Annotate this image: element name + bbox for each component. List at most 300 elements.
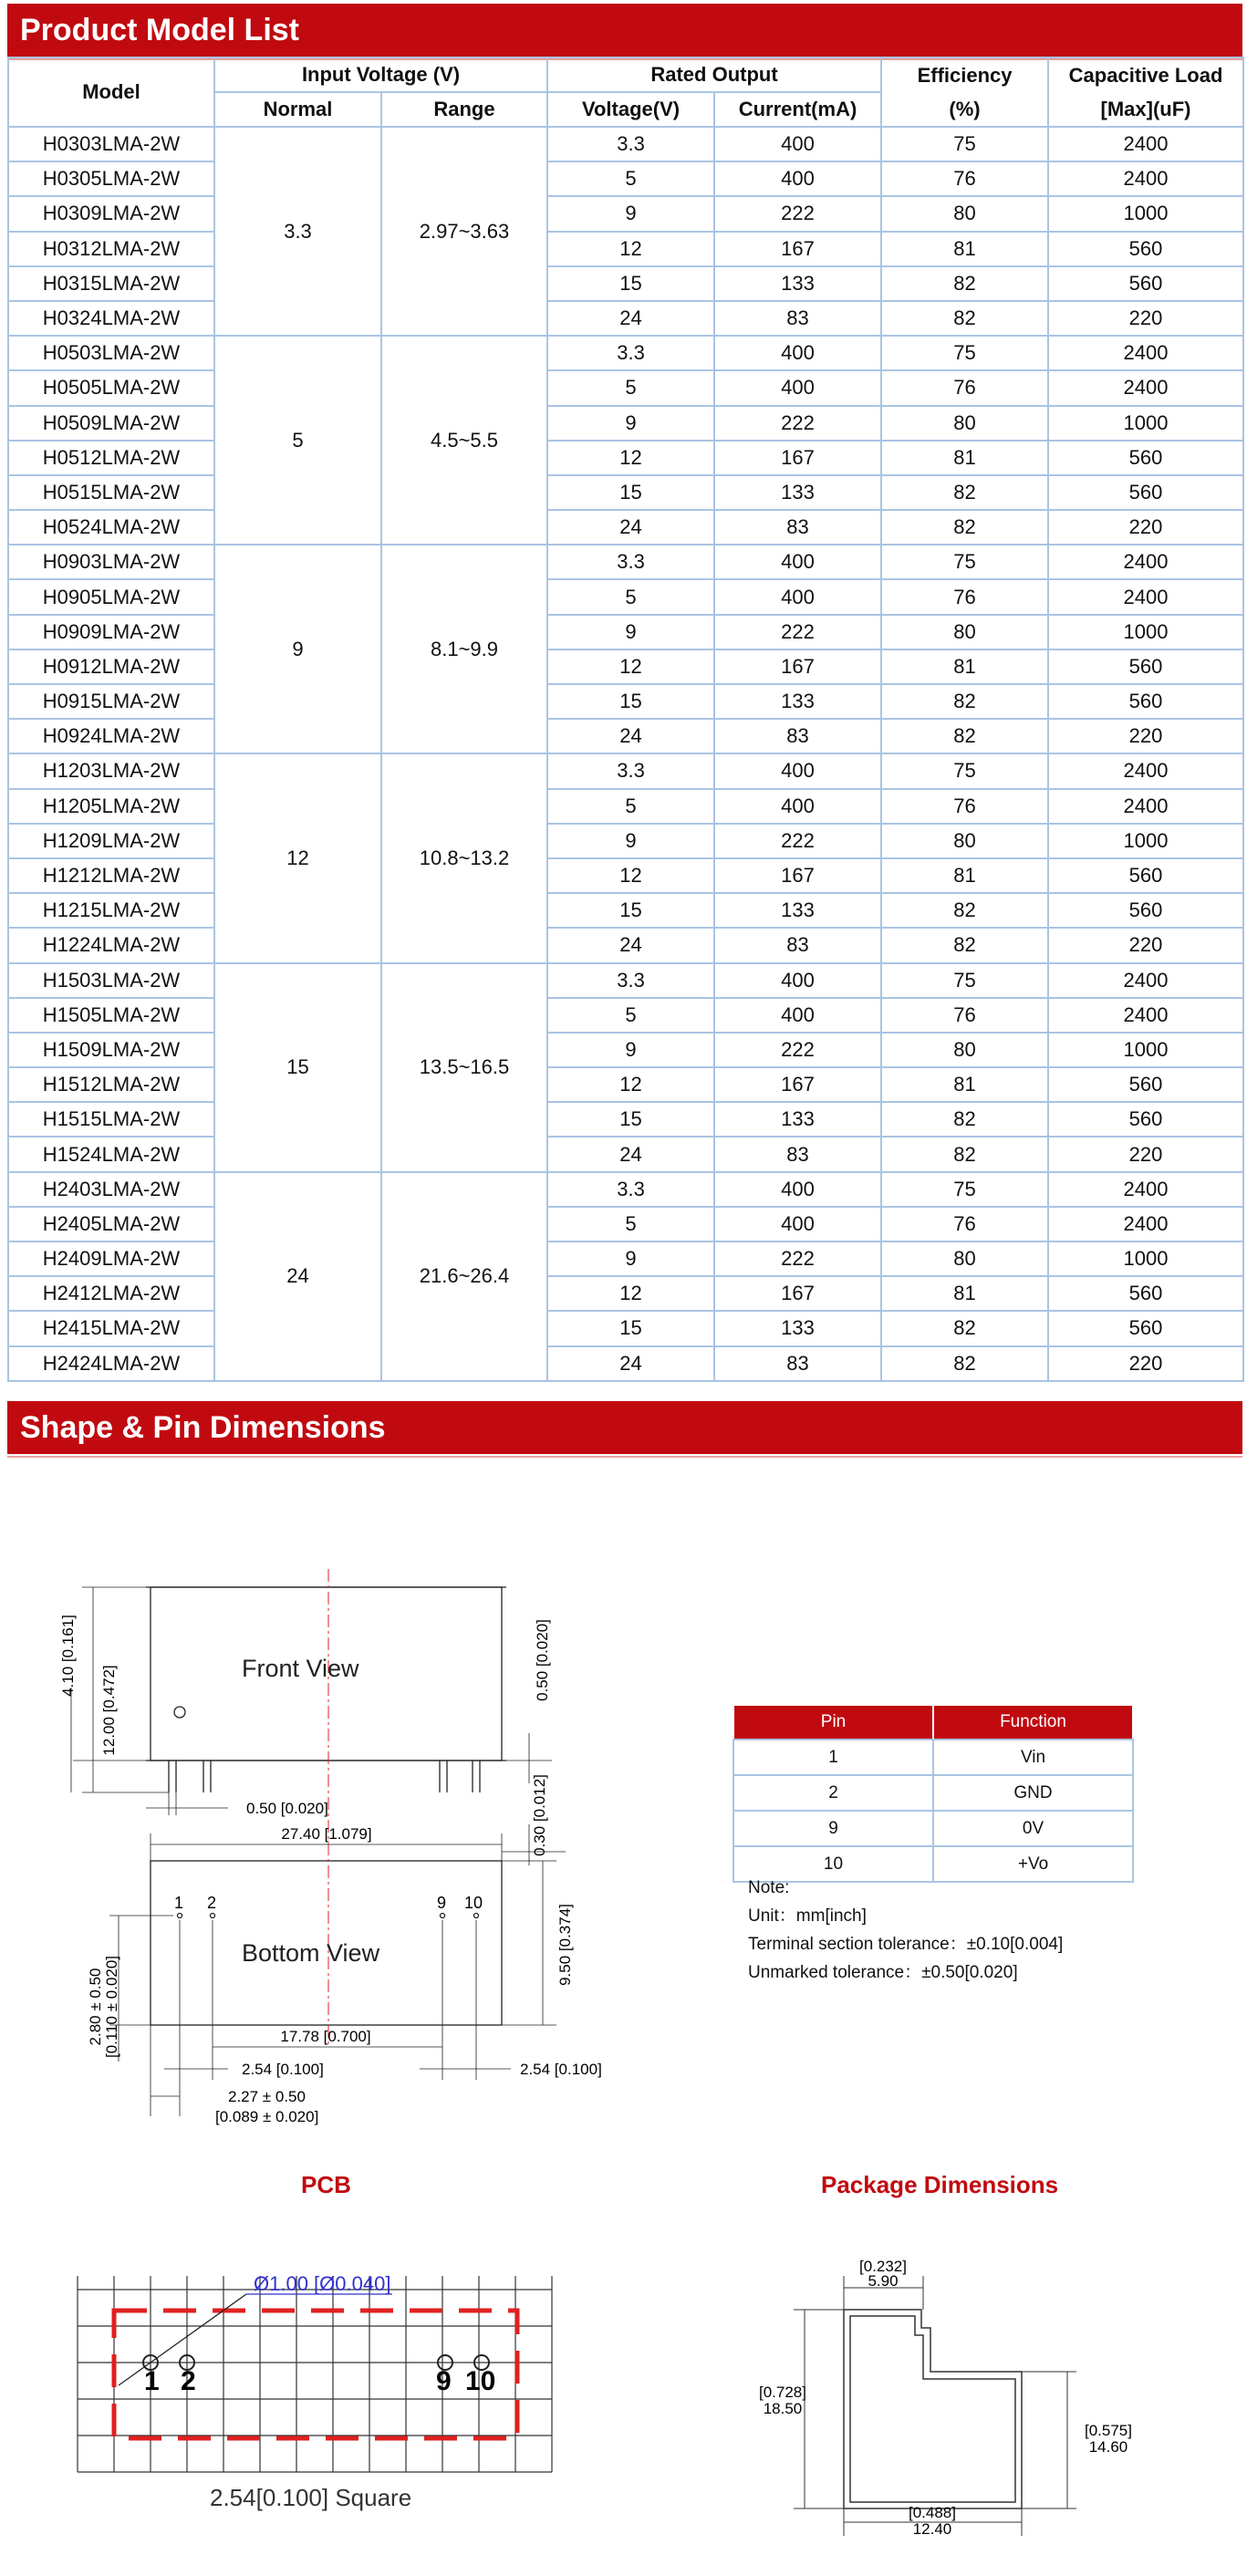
output-voltage-cell: 5 [547,161,714,196]
note-unmarked-tolerance: Unmarked tolerance：±0.50[0.020] [748,1963,1018,1982]
output-current-cell: 133 [714,893,881,928]
dim-pin-span: 17.78 [0.700] [280,2028,371,2045]
model-cell: H1515LMA-2W [8,1102,214,1137]
capacitive-load-cell: 560 [1048,1276,1243,1311]
output-voltage-cell: 15 [547,266,714,301]
output-current-cell: 133 [714,1102,881,1137]
table-row [8,1102,1243,1137]
model-cell: H0512LMA-2W [8,441,214,475]
efficiency-cell: 80 [881,406,1048,441]
section-title-shape-pin-dimensions: Shape & Pin Dimensions [7,1401,1242,1454]
efficiency-cell: 82 [881,1346,1048,1381]
efficiency-cell: 81 [881,232,1048,266]
output-voltage-cell: 9 [547,196,714,231]
capacitive-load-cell: 560 [1048,1311,1243,1345]
model-cell: H1215LMA-2W [8,893,214,928]
efficiency-cell: 82 [881,1137,1048,1171]
table-row [8,963,1243,998]
output-voltage-cell: 12 [547,441,714,475]
output-current-cell: 83 [714,301,881,336]
table-row [8,510,1243,545]
output-voltage-cell: 5 [547,370,714,405]
output-current-cell: 400 [714,753,881,788]
model-cell: H0905LMA-2W [8,579,214,614]
capacitive-load-cell: 220 [1048,510,1243,545]
efficiency-cell: 75 [881,127,1048,161]
capacitive-load-cell: 560 [1048,475,1243,510]
model-cell: H1524LMA-2W [8,1137,214,1171]
bottom-pin-1: 1 [174,1894,184,1912]
bottom-pin-2: 2 [207,1894,217,1912]
capacitive-load-cell: 560 [1048,441,1243,475]
efficiency-cell: 82 [881,510,1048,545]
output-current-cell: 167 [714,441,881,475]
voltage-range-cell: 21.6~26.4 [381,1172,547,1381]
pin-number-cell: 9 [733,1811,933,1846]
normal-voltage-cell: 9 [214,545,381,753]
output-voltage-cell: 24 [547,1137,714,1171]
output-voltage-cell: 9 [547,406,714,441]
model-cell: H1512LMA-2W [8,1067,214,1102]
model-cell: H0312LMA-2W [8,232,214,266]
header-efficiency: Efficiency [881,57,1048,92]
table-row [8,789,1243,824]
table-row [8,301,1243,336]
pin-function-cell: Vin [933,1740,1133,1775]
capacitive-load-cell: 560 [1048,232,1243,266]
pcb-outline [114,2311,517,2438]
output-voltage-cell: 15 [547,475,714,510]
output-current-cell: 400 [714,998,881,1033]
capacitive-load-cell: 2400 [1048,370,1243,405]
capacitive-load-cell: 560 [1048,684,1243,719]
output-voltage-cell: 24 [547,928,714,962]
capacitive-load-cell: 560 [1048,649,1243,684]
efficiency-cell: 75 [881,545,1048,579]
capacitive-load-cell: 220 [1048,301,1243,336]
efficiency-cell: 82 [881,684,1048,719]
efficiency-cell: 81 [881,649,1048,684]
efficiency-cell: 76 [881,789,1048,824]
pin-header: Pin [733,1705,933,1740]
capacitive-load-cell: 220 [1048,1346,1243,1381]
model-cell: H2424LMA-2W [8,1346,214,1381]
output-current-cell: 83 [714,928,881,962]
model-cell: H0909LMA-2W [8,615,214,649]
output-current-cell: 167 [714,1276,881,1311]
model-cell: H0524LMA-2W [8,510,214,545]
model-cell: H0303LMA-2W [8,127,214,161]
table-row [8,1172,1243,1207]
output-voltage-cell: 15 [547,1102,714,1137]
model-cell: H2409LMA-2W [8,1241,214,1276]
dim-height-total: 12.00 [0.472] [100,1665,118,1756]
package-bottom-mm: 12.40 [912,2520,952,2538]
model-cell: H1203LMA-2W [8,753,214,788]
model-cell: H2403LMA-2W [8,1172,214,1207]
output-voltage-cell: 12 [547,858,714,893]
output-current-cell: 400 [714,1172,881,1207]
capacitive-load-cell: 2400 [1048,127,1243,161]
efficiency-cell: 82 [881,893,1048,928]
table-row [8,753,1243,788]
voltage-range-cell: 10.8~13.2 [381,753,547,962]
table-row [8,370,1243,405]
table-row [8,127,1243,161]
model-cell: H1509LMA-2W [8,1033,214,1067]
front-view-label: Front View [242,1655,359,1682]
package-caption: Package Dimensions [821,2171,1059,2198]
pcb-layout-drawing [73,2258,584,2531]
function-header: Function [933,1705,1133,1740]
output-current-cell: 400 [714,545,881,579]
output-voltage-cell: 24 [547,1346,714,1381]
model-cell: H1503LMA-2W [8,963,214,998]
pcb-pin-1: 1 [144,2366,160,2396]
package-right-mm: 14.60 [1088,2438,1128,2456]
efficiency-cell: 81 [881,858,1048,893]
table-row [8,928,1243,962]
model-cell: H1205LMA-2W [8,789,214,824]
capacitive-load-cell: 220 [1048,719,1243,753]
efficiency-cell: 81 [881,1276,1048,1311]
model-cell: H0505LMA-2W [8,370,214,405]
normal-voltage-cell: 24 [214,1172,381,1381]
pin-function-cell: +Vo [933,1846,1133,1882]
table-row [8,475,1243,510]
model-cell: H2405LMA-2W [8,1207,214,1241]
output-current-cell: 222 [714,1241,881,1276]
table-row [8,1311,1243,1345]
efficiency-cell: 82 [881,1311,1048,1345]
model-cell: H1505LMA-2W [8,998,214,1033]
bottom-pin-10: 10 [464,1894,483,1912]
dim-pin-row-inch: [0.110 ± 0.020] [103,1955,120,2059]
efficiency-cell: 75 [881,753,1048,788]
output-current-cell: 400 [714,336,881,370]
capacitive-load-cell: 220 [1048,1137,1243,1171]
table-row [8,998,1243,1033]
table-row [8,1276,1243,1311]
capacitive-load-cell: 560 [1048,1102,1243,1137]
efficiency-cell: 76 [881,370,1048,405]
table-row [8,266,1243,301]
dim-width: 9.50 [0.374] [556,1904,574,1986]
output-voltage-cell: 3.3 [547,1172,714,1207]
table-row [8,545,1243,579]
pin-row [733,1811,1133,1846]
pcb-pin-2: 2 [181,2366,196,2396]
model-cell: H1212LMA-2W [8,858,214,893]
efficiency-cell: 82 [881,928,1048,962]
output-voltage-cell: 24 [547,719,714,753]
header-model: Model [8,57,214,127]
hole-size-label: Ø1.00 [Ø0.040] [254,2272,391,2295]
model-cell: H0924LMA-2W [8,719,214,753]
pin-row [733,1740,1133,1775]
output-voltage-cell: 9 [547,1033,714,1067]
output-current-cell: 222 [714,615,881,649]
dim-pitch-right: 2.54 [0.100] [520,2061,602,2078]
model-cell: H2415LMA-2W [8,1311,214,1345]
capacitive-load-cell: 1000 [1048,615,1243,649]
capacitive-load-cell: 2400 [1048,753,1243,788]
pcb-pin-9: 9 [436,2366,452,2396]
capacitive-load-cell: 1000 [1048,1033,1243,1067]
output-voltage-cell: 9 [547,615,714,649]
capacitive-load-cell: 2400 [1048,789,1243,824]
dim-pin-row: 2.80 ± 0.50 [87,1968,104,2046]
output-current-cell: 83 [714,1346,881,1381]
capacitive-load-cell: 560 [1048,266,1243,301]
efficiency-cell: 75 [881,963,1048,998]
efficiency-cell: 76 [881,579,1048,614]
efficiency-cell: 82 [881,1102,1048,1137]
model-cell: H1224LMA-2W [8,928,214,962]
model-cell: H0503LMA-2W [8,336,214,370]
capacitive-load-cell: 2400 [1048,1172,1243,1207]
table-row [8,1207,1243,1241]
efficiency-cell: 75 [881,1172,1048,1207]
voltage-range-cell: 2.97~3.63 [381,127,547,336]
package-dimension-drawing [730,2244,1149,2545]
table-row [8,1033,1243,1067]
output-current-cell: 222 [714,824,881,858]
model-cell: H2412LMA-2W [8,1276,214,1311]
efficiency-cell: 75 [881,336,1048,370]
output-current-cell: 167 [714,858,881,893]
dim-first-pin-inch: [0.089 ± 0.020] [215,2108,319,2125]
dim-pin-width: 0.50 [0.020] [246,1800,328,1817]
pin-number-cell: 1 [733,1740,933,1775]
efficiency-cell: 80 [881,824,1048,858]
table-row [8,719,1243,753]
dim-edge: 0.30 [0.012] [531,1774,548,1856]
table-row [8,1346,1243,1381]
dim-body-height: 4.10 [0.161] [59,1615,77,1697]
output-current-cell: 400 [714,161,881,196]
table-row [8,196,1243,231]
output-voltage-cell: 9 [547,1241,714,1276]
package-top-mm: 5.90 [868,2272,899,2290]
model-cell: H0515LMA-2W [8,475,214,510]
capacitive-load-cell: 1000 [1048,1241,1243,1276]
output-voltage-cell: 12 [547,232,714,266]
package-profile [844,2310,1022,2508]
model-cell: H1209LMA-2W [8,824,214,858]
voltage-range-cell: 13.5~16.5 [381,963,547,1172]
capacitive-load-cell: 560 [1048,1067,1243,1102]
header-range: Range [381,92,547,127]
efficiency-cell: 81 [881,1067,1048,1102]
section-title-product-model-list: Product Model List [7,4,1242,57]
voltage-range-cell: 8.1~9.9 [381,545,547,753]
output-current-cell: 83 [714,719,881,753]
bottom-pin-9: 9 [437,1894,447,1912]
dim-pitch-left: 2.54 [0.100] [242,2061,324,2078]
dim-pin-offset: 0.50 [0.020] [534,1619,551,1701]
output-current-cell: 133 [714,475,881,510]
output-current-cell: 167 [714,649,881,684]
pin-number-cell: 2 [733,1775,933,1811]
table-row [8,579,1243,614]
bottom-view-label: Bottom View [242,1939,380,1967]
header-capacitive-load: Capacitive Load [1048,57,1243,92]
output-current-cell: 400 [714,963,881,998]
pin1-marker-icon [174,1707,185,1718]
capacitive-load-cell: 1000 [1048,824,1243,858]
efficiency-cell: 82 [881,475,1048,510]
normal-voltage-cell: 3.3 [214,127,381,336]
efficiency-cell: 76 [881,998,1048,1033]
table-row [8,1067,1243,1102]
output-current-cell: 400 [714,127,881,161]
model-cell: H0903LMA-2W [8,545,214,579]
package-left-mm: 18.50 [763,2400,803,2417]
header-current: Current(mA) [714,92,881,127]
output-voltage-cell: 3.3 [547,963,714,998]
header-efficiency-unit: (%) [881,92,1048,127]
table-row [8,161,1243,196]
output-voltage-cell: 12 [547,1276,714,1311]
capacitive-load-cell: 2400 [1048,998,1243,1033]
capacitive-load-cell: 220 [1048,928,1243,962]
pin-function-table [733,1704,1134,1883]
output-voltage-cell: 15 [547,893,714,928]
table-row [8,649,1243,684]
model-cell: H0324LMA-2W [8,301,214,336]
output-current-cell: 222 [714,196,881,231]
output-voltage-cell: 12 [547,649,714,684]
package-top-inch: [0.232] [859,2258,907,2275]
efficiency-cell: 80 [881,196,1048,231]
output-current-cell: 83 [714,510,881,545]
normal-voltage-cell: 5 [214,336,381,545]
table-row [8,336,1243,370]
pcb-pin-10: 10 [465,2366,496,2396]
note-unit: Unit：mm[inch] [748,1906,867,1926]
header-voltage: Voltage(V) [547,92,714,127]
output-current-cell: 400 [714,1207,881,1241]
pin-function-cell: GND [933,1775,1133,1811]
header-capacitive-load-unit: [Max](uF) [1048,92,1243,127]
output-current-cell: 133 [714,684,881,719]
capacitive-load-cell: 2400 [1048,336,1243,370]
model-cell: H0309LMA-2W [8,196,214,231]
table-row [8,893,1243,928]
table-row [8,1241,1243,1276]
table-row [8,615,1243,649]
note-terminal-tolerance: Terminal section tolerance：±0.10[0.004] [748,1935,1064,1954]
output-voltage-cell: 15 [547,1311,714,1345]
output-voltage-cell: 12 [547,1067,714,1102]
output-voltage-cell: 3.3 [547,336,714,370]
efficiency-cell: 81 [881,441,1048,475]
efficiency-cell: 82 [881,266,1048,301]
output-voltage-cell: 5 [547,1207,714,1241]
package-left-inch: [0.728] [759,2384,806,2401]
table-row [8,441,1243,475]
output-current-cell: 400 [714,789,881,824]
voltage-range-cell: 4.5~5.5 [381,336,547,545]
notes-block [748,1874,1063,1987]
output-current-cell: 222 [714,406,881,441]
note-title: Note: [748,1878,790,1897]
header-rated-output: Rated Output [547,57,881,92]
output-current-cell: 133 [714,266,881,301]
table-row [8,824,1243,858]
capacitive-load-cell: 2400 [1048,579,1243,614]
header-input-voltage: Input Voltage (V) [214,57,547,92]
output-voltage-cell: 5 [547,789,714,824]
pcb-caption: PCB [301,2171,351,2198]
table-row [8,406,1243,441]
output-current-cell: 83 [714,1137,881,1171]
output-voltage-cell: 24 [547,301,714,336]
dim-first-pin: 2.27 ± 0.50 [228,2088,306,2105]
output-voltage-cell: 15 [547,684,714,719]
output-voltage-cell: 3.3 [547,127,714,161]
capacitive-load-cell: 1000 [1048,196,1243,231]
output-voltage-cell: 3.3 [547,545,714,579]
model-cell: H0509LMA-2W [8,406,214,441]
package-right-inch: [0.575] [1085,2422,1132,2439]
output-current-cell: 400 [714,579,881,614]
output-voltage-cell: 5 [547,998,714,1033]
grid-size-label: 2.54[0.100] Square [210,2484,412,2511]
capacitive-load-cell: 560 [1048,893,1243,928]
table-row [8,684,1243,719]
capacitive-load-cell: 2400 [1048,545,1243,579]
efficiency-cell: 82 [881,301,1048,336]
output-current-cell: 222 [714,1033,881,1067]
normal-voltage-cell: 12 [214,753,381,962]
output-voltage-cell: 5 [547,579,714,614]
output-voltage-cell: 24 [547,510,714,545]
pin-function-cell: 0V [933,1811,1133,1846]
efficiency-cell: 80 [881,1033,1048,1067]
efficiency-cell: 76 [881,1207,1048,1241]
model-table [7,57,1244,1382]
dim-length: 27.40 [1.079] [281,1825,372,1843]
capacitive-load-cell: 2400 [1048,161,1243,196]
normal-voltage-cell: 15 [214,963,381,1172]
header-normal: Normal [214,92,381,127]
capacitive-load-cell: 2400 [1048,1207,1243,1241]
efficiency-cell: 76 [881,161,1048,196]
capacitive-load-cell: 560 [1048,858,1243,893]
output-current-cell: 167 [714,232,881,266]
model-cell: H0315LMA-2W [8,266,214,301]
model-cell: H0912LMA-2W [8,649,214,684]
capacitive-load-cell: 1000 [1048,406,1243,441]
output-voltage-cell: 9 [547,824,714,858]
output-current-cell: 400 [714,370,881,405]
pin-row [733,1775,1133,1811]
table-row [8,858,1243,893]
table-row [8,232,1243,266]
output-current-cell: 167 [714,1067,881,1102]
pin-number-cell: 10 [733,1846,933,1882]
table-row [8,1137,1243,1171]
dimension-drawing [55,1551,639,2153]
efficiency-cell: 82 [881,719,1048,753]
output-current-cell: 133 [714,1311,881,1345]
capacitive-load-cell: 2400 [1048,963,1243,998]
package-bottom-inch: [0.488] [909,2504,956,2521]
efficiency-cell: 80 [881,615,1048,649]
efficiency-cell: 80 [881,1241,1048,1276]
